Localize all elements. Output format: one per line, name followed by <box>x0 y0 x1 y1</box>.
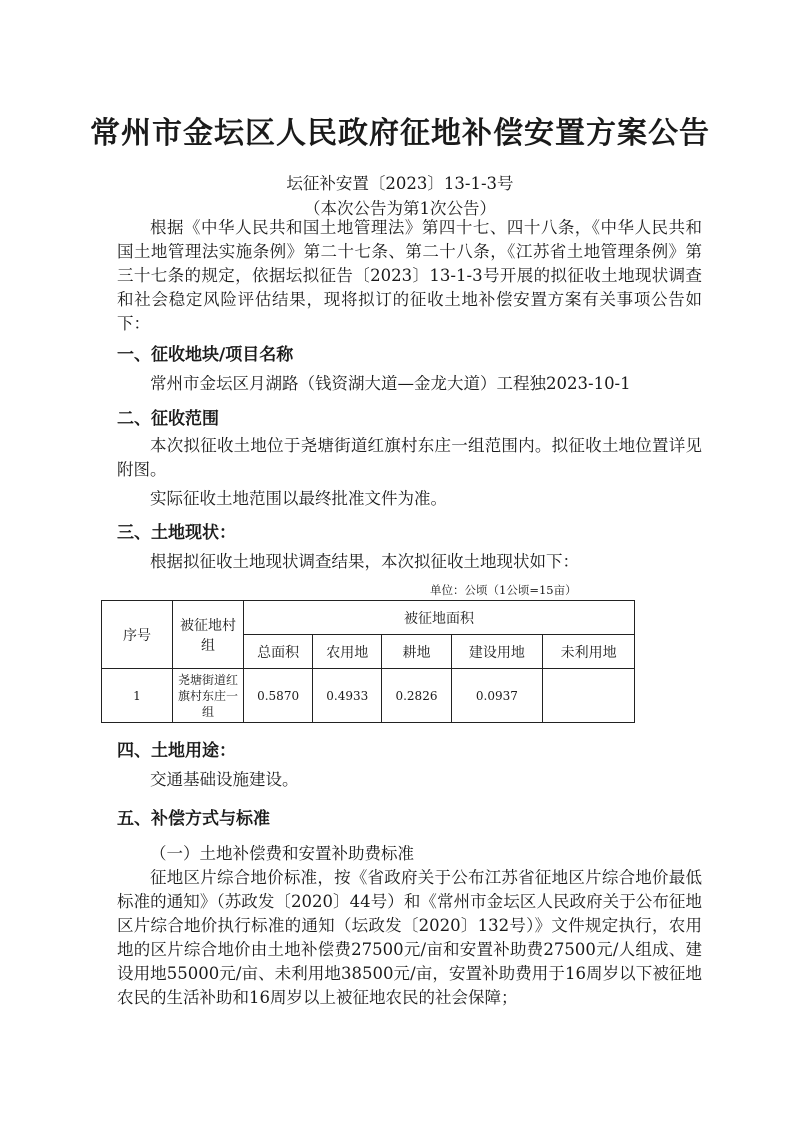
table-unit-note: 单位：公顷（1公顷=15亩） <box>430 583 577 597</box>
header-village-group: 被征地村组 <box>173 601 244 669</box>
section3-text: 根据拟征收土地现状调查结果，本次拟征收土地现状如下： <box>150 552 579 571</box>
section2-text2: 实际征收土地范围以最终批准文件为准。 <box>150 489 447 508</box>
row-village-group: 尧塘街道红旗村东庄一组 <box>173 669 244 723</box>
section5-text: 征地区片综合地价标准，按《省政府关于公布江苏省征地区片综合地价最低标准的通知》（苏政发〔2020〕44号）和《常州市金坛区人民政府关于公布征地区片综合地价执行标准的通知（坛政发〔2020〕132号）》文件规定执行，农用地的区片综合地价由土地补偿费27500元/亩和安置补助费27500元/人组成、建设用地55000元/亩、未利用地38500元/亩，安置补助费用于16周岁以下被征地农民的生活补助和16周岁以上被征地农民的社会保障； <box>117 868 702 1007</box>
header-land-area: 被征地面积 <box>244 601 635 635</box>
header-construction-land: 建设用地 <box>451 635 543 669</box>
land-status-table <box>101 600 635 723</box>
header-total-area: 总面积 <box>244 635 313 669</box>
row-cultivated-land: 0.2826 <box>382 669 451 723</box>
intro-paragraph: 根据《中华人民共和国土地管理法》第四十七、四十八条，《中华人民共和国土地管理法实施条例》第二十七条、第二十八条，《江苏省土地管理条例》第三十七条的规定，依据坛拟征告〔2023〕13-1-3号开展的拟征收土地现状调查和社会稳定风险评估结果，现将拟订的征收土地补偿安置方案有关事项公告如下： <box>117 218 702 333</box>
notice-times: （本次公告为第1次公告） <box>304 199 496 218</box>
header-agricultural-land: 农用地 <box>313 635 382 669</box>
section1-heading: 一、征收地块/项目名称 <box>117 345 294 365</box>
header-seq: 序号 <box>102 601 173 669</box>
section5-subheading: （一）土地补偿费和安置补助费标准 <box>150 844 414 863</box>
row-agricultural-land: 0.4933 <box>313 669 382 723</box>
section2-text1: 本次拟征收土地位于尧塘街道红旗村东庄一组范围内。拟征收土地位置详见附图。 <box>117 436 702 479</box>
row-construction-land: 0.0937 <box>451 669 543 723</box>
row-unused-land <box>543 669 635 723</box>
header-cultivated-land: 耕地 <box>382 635 451 669</box>
row-total-area: 0.5870 <box>244 669 313 723</box>
table-row <box>102 669 635 723</box>
section2-heading: 二、征收范围 <box>117 409 219 429</box>
row-seq: 1 <box>102 669 173 723</box>
section3-heading: 三、土地现状： <box>117 523 236 543</box>
section4-text: 交通基础设施建设。 <box>150 770 299 789</box>
doc-number: 坛征补安置〔2023〕13-1-3号 <box>286 174 514 193</box>
section5-heading: 五、补偿方式与标准 <box>117 809 270 829</box>
section1-text: 常州市金坛区月湖路（钱资湖大道—金龙大道）工程独2023-10-1 <box>150 374 631 393</box>
document-title: 常州市金坛区人民政府征地补偿安置方案公告 <box>90 116 710 151</box>
header-unused-land: 未利用地 <box>543 635 635 669</box>
section4-heading: 四、土地用途： <box>117 741 236 761</box>
